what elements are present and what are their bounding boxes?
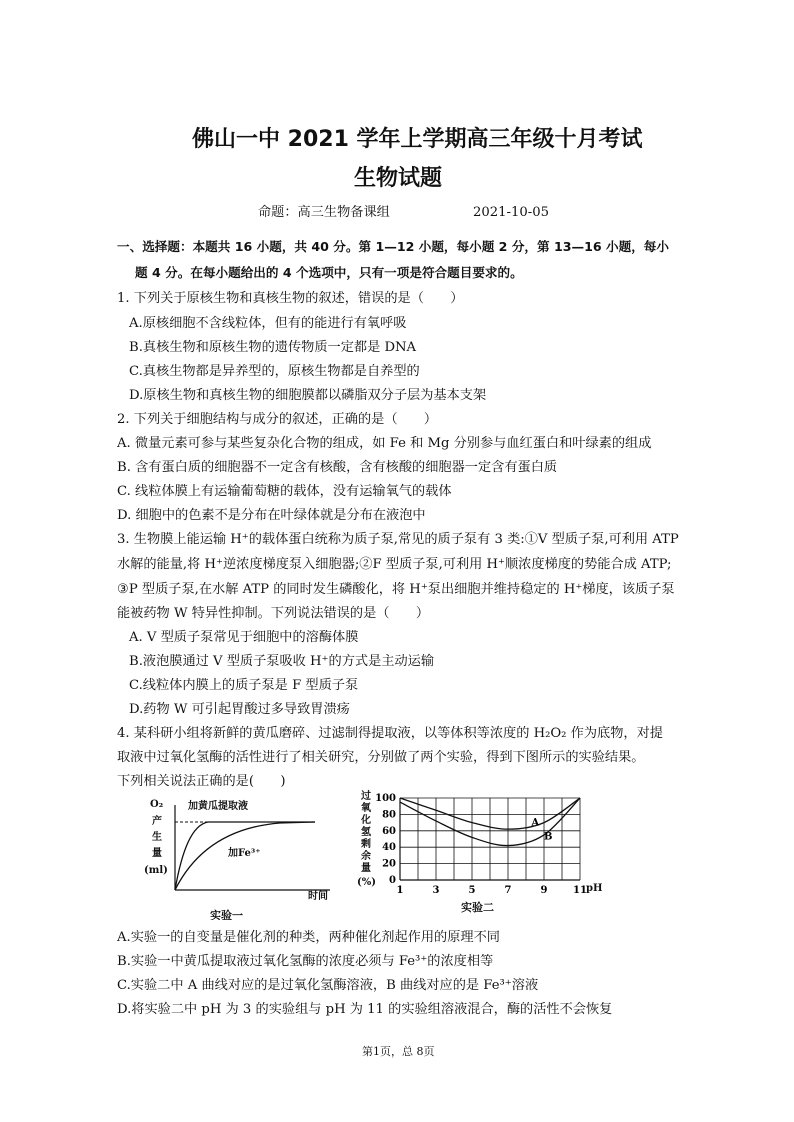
section-intro-line2: 题 4 分。在每小题给出的 4 个选项中，只有一项是符合题目要求的。 <box>135 265 523 280</box>
question-2-option-a: A. 微量元素可参与某些复杂化合物的组成，如 Fe 和 Mg 分别参与血红蛋白和叶绿素的组成 <box>117 436 652 451</box>
question-3-line2: 水解的能量,将 H⁺逆浓度梯度泵入细胞器;②F 型质子泵,可利用 H⁺顺浓度梯度的势能合成 ATP; <box>117 557 672 572</box>
page-title: 佛山一中 2021 学年上学期高三年级十月考试 <box>192 127 643 152</box>
series-label-B: B <box>544 831 553 843</box>
experiment-2-chart <box>355 785 620 920</box>
question-3-option-c: C.线粒体内膜上的质子泵是 F 型质子泵 <box>129 678 359 693</box>
question-3-option-d: D.药物 W 可引起胃酸过多导致胃溃疡 <box>129 702 350 717</box>
exp2-caption: 实验二 <box>461 901 494 914</box>
question-3-option-a: A. V 型质子泵常见于细胞中的溶酶体膜 <box>129 630 359 645</box>
exp1-caption: 实验一 <box>210 909 243 920</box>
question-2-option-d: D. 细胞中的色素不是分布在叶绿体就是分布在液泡中 <box>117 508 426 523</box>
x-tick-label: 9 <box>540 885 548 896</box>
question-4-option-b: B.实验一中黄瓜提取液过氧化氢酶的浓度必须与 Fe³⁺的浓度相等 <box>117 954 494 969</box>
question-2-option-c: C. 线粒体膜上有运输葡萄糖的载体，没有运输氧气的载体 <box>117 484 452 499</box>
question-2-option-b: B. 含有蛋白质的细胞器不一定含有核酸，含有核酸的细胞器一定含有蛋白质 <box>117 460 558 475</box>
question-4-line3: 下列相关说法正确的是( ) <box>117 774 286 789</box>
section-intro-line1: 一、选择题：本题共 16 小题，共 40 分。第 1—12 小题，每小题 2 分，第 13—16 小题，每小 <box>117 239 669 254</box>
y-tick-label: 40 <box>382 842 396 854</box>
exp2-ylabel-6: 量 <box>361 863 371 874</box>
exp1-ylabel-2: 生 <box>152 832 162 843</box>
question-4-line2: 取液中过氧化氢酶的活性进行了相关研究，分别做了两个实验，得到下图所示的实验结果。 <box>117 750 645 765</box>
exp2-xlabel: pH <box>586 883 603 894</box>
question-4-option-c: C.实验二中 A 曲线对应的是过氧化氢酶溶液，B 曲线对应的是 Fe³⁺溶液 <box>117 978 539 993</box>
question-1-option-b: B.真核生物和原核生物的遗传物质一定都是 DNA <box>129 340 417 355</box>
exp2-ylabel-1: 氧 <box>361 803 371 814</box>
question-1-option-a: A.原核细胞不含线粒体，但有的能进行有氧呼吸 <box>129 316 407 331</box>
exp1-ylabel-3: 量 <box>152 848 162 859</box>
exp1-ylabel-4: (ml) <box>144 865 168 876</box>
exp1-curve2-label: 加Fe³⁺ <box>228 848 261 859</box>
y-tick-label: 80 <box>382 809 396 821</box>
x-tick-label: 3 <box>432 885 440 896</box>
question-3-option-b: B.液泡膜通过 V 型质子泵吸收 H⁺的方式是主动运输 <box>129 654 435 669</box>
y-tick-label: 0 <box>389 875 396 886</box>
exp2-ylabel-5: 余 <box>361 851 371 862</box>
question-1-option-d: D.原核生物和真核生物的细胞膜都以磷脂双分子层为基本支架 <box>129 388 487 403</box>
question-4-option-d: D.将实验二中 pH 为 3 的实验组与 pH 为 11 的实验组溶液混合，酶的活性不会恢复 <box>117 1002 613 1017</box>
y-tick-label: 60 <box>382 825 396 837</box>
experiment-1-figure <box>140 795 355 920</box>
page-number: 第1页，总 8页 <box>362 1045 435 1058</box>
question-1-option-c: C.真核生物都是异养型的，原核生物都是自养型的 <box>129 364 420 379</box>
exp1-ylabel-1: 产 <box>152 816 162 827</box>
y-tick-label: 20 <box>382 858 396 870</box>
exam-date: 2021-10-05 <box>473 205 550 220</box>
x-tick-label: 11 <box>573 885 587 896</box>
question-3-line3: ③P 型质子泵,在水解 ATP 的同时发生磷酸化，将 H⁺泵出细胞并维持稳定的 H⁺梯度，该质子泵 <box>117 582 675 597</box>
exp1-curve1-label: 加黄瓜提取液 <box>188 801 248 812</box>
y-tick-label: 100 <box>375 793 396 804</box>
exp1-ylabel-0: O₂ <box>150 799 164 810</box>
exp2-ylabel-0: 过 <box>361 791 371 802</box>
author-line: 命题：高三生物备课组 <box>258 205 390 220</box>
exp2-ylabel-4: 剩 <box>361 839 371 850</box>
series-label-A: A <box>531 817 540 829</box>
question-3-line4: 能被药物 W 特异性抑制。下列说法错误的是（ ） <box>117 606 430 621</box>
question-4-line1: 4. 某科研小组将新鲜的黄瓜磨碎、过滤制得提取液，以等体积等浓度的 H₂O₂ 作为底物，对提 <box>117 726 663 741</box>
question-2-stem: 2. 下列关于细胞结构与成分的叙述，正确的是（ ） <box>117 412 438 427</box>
exp2-ylabel-7: (%) <box>357 877 376 888</box>
exp2-ylabel-3: 氢 <box>361 827 371 838</box>
question-4-option-a: A.实验一的自变量是催化剂的种类，两种催化剂起作用的原理不同 <box>117 930 500 945</box>
x-tick-label: 5 <box>468 885 476 896</box>
question-1-stem: 1. 下列关于原核生物和真核生物的叙述，错误的是（ ） <box>117 291 464 306</box>
question-3-line1: 3. 生物膜上能运输 H⁺的载体蛋白统称为质子泵,常见的质子泵有 3 类:①V 型质子泵,可利用 ATP <box>117 532 679 547</box>
x-tick-label: 1 <box>396 885 404 896</box>
exp2-ylabel-2: 化 <box>361 815 371 826</box>
exp1-xlabel: 时间 <box>308 891 328 902</box>
page-subtitle: 生物试题 <box>354 166 443 191</box>
x-tick-label: 7 <box>504 885 512 896</box>
